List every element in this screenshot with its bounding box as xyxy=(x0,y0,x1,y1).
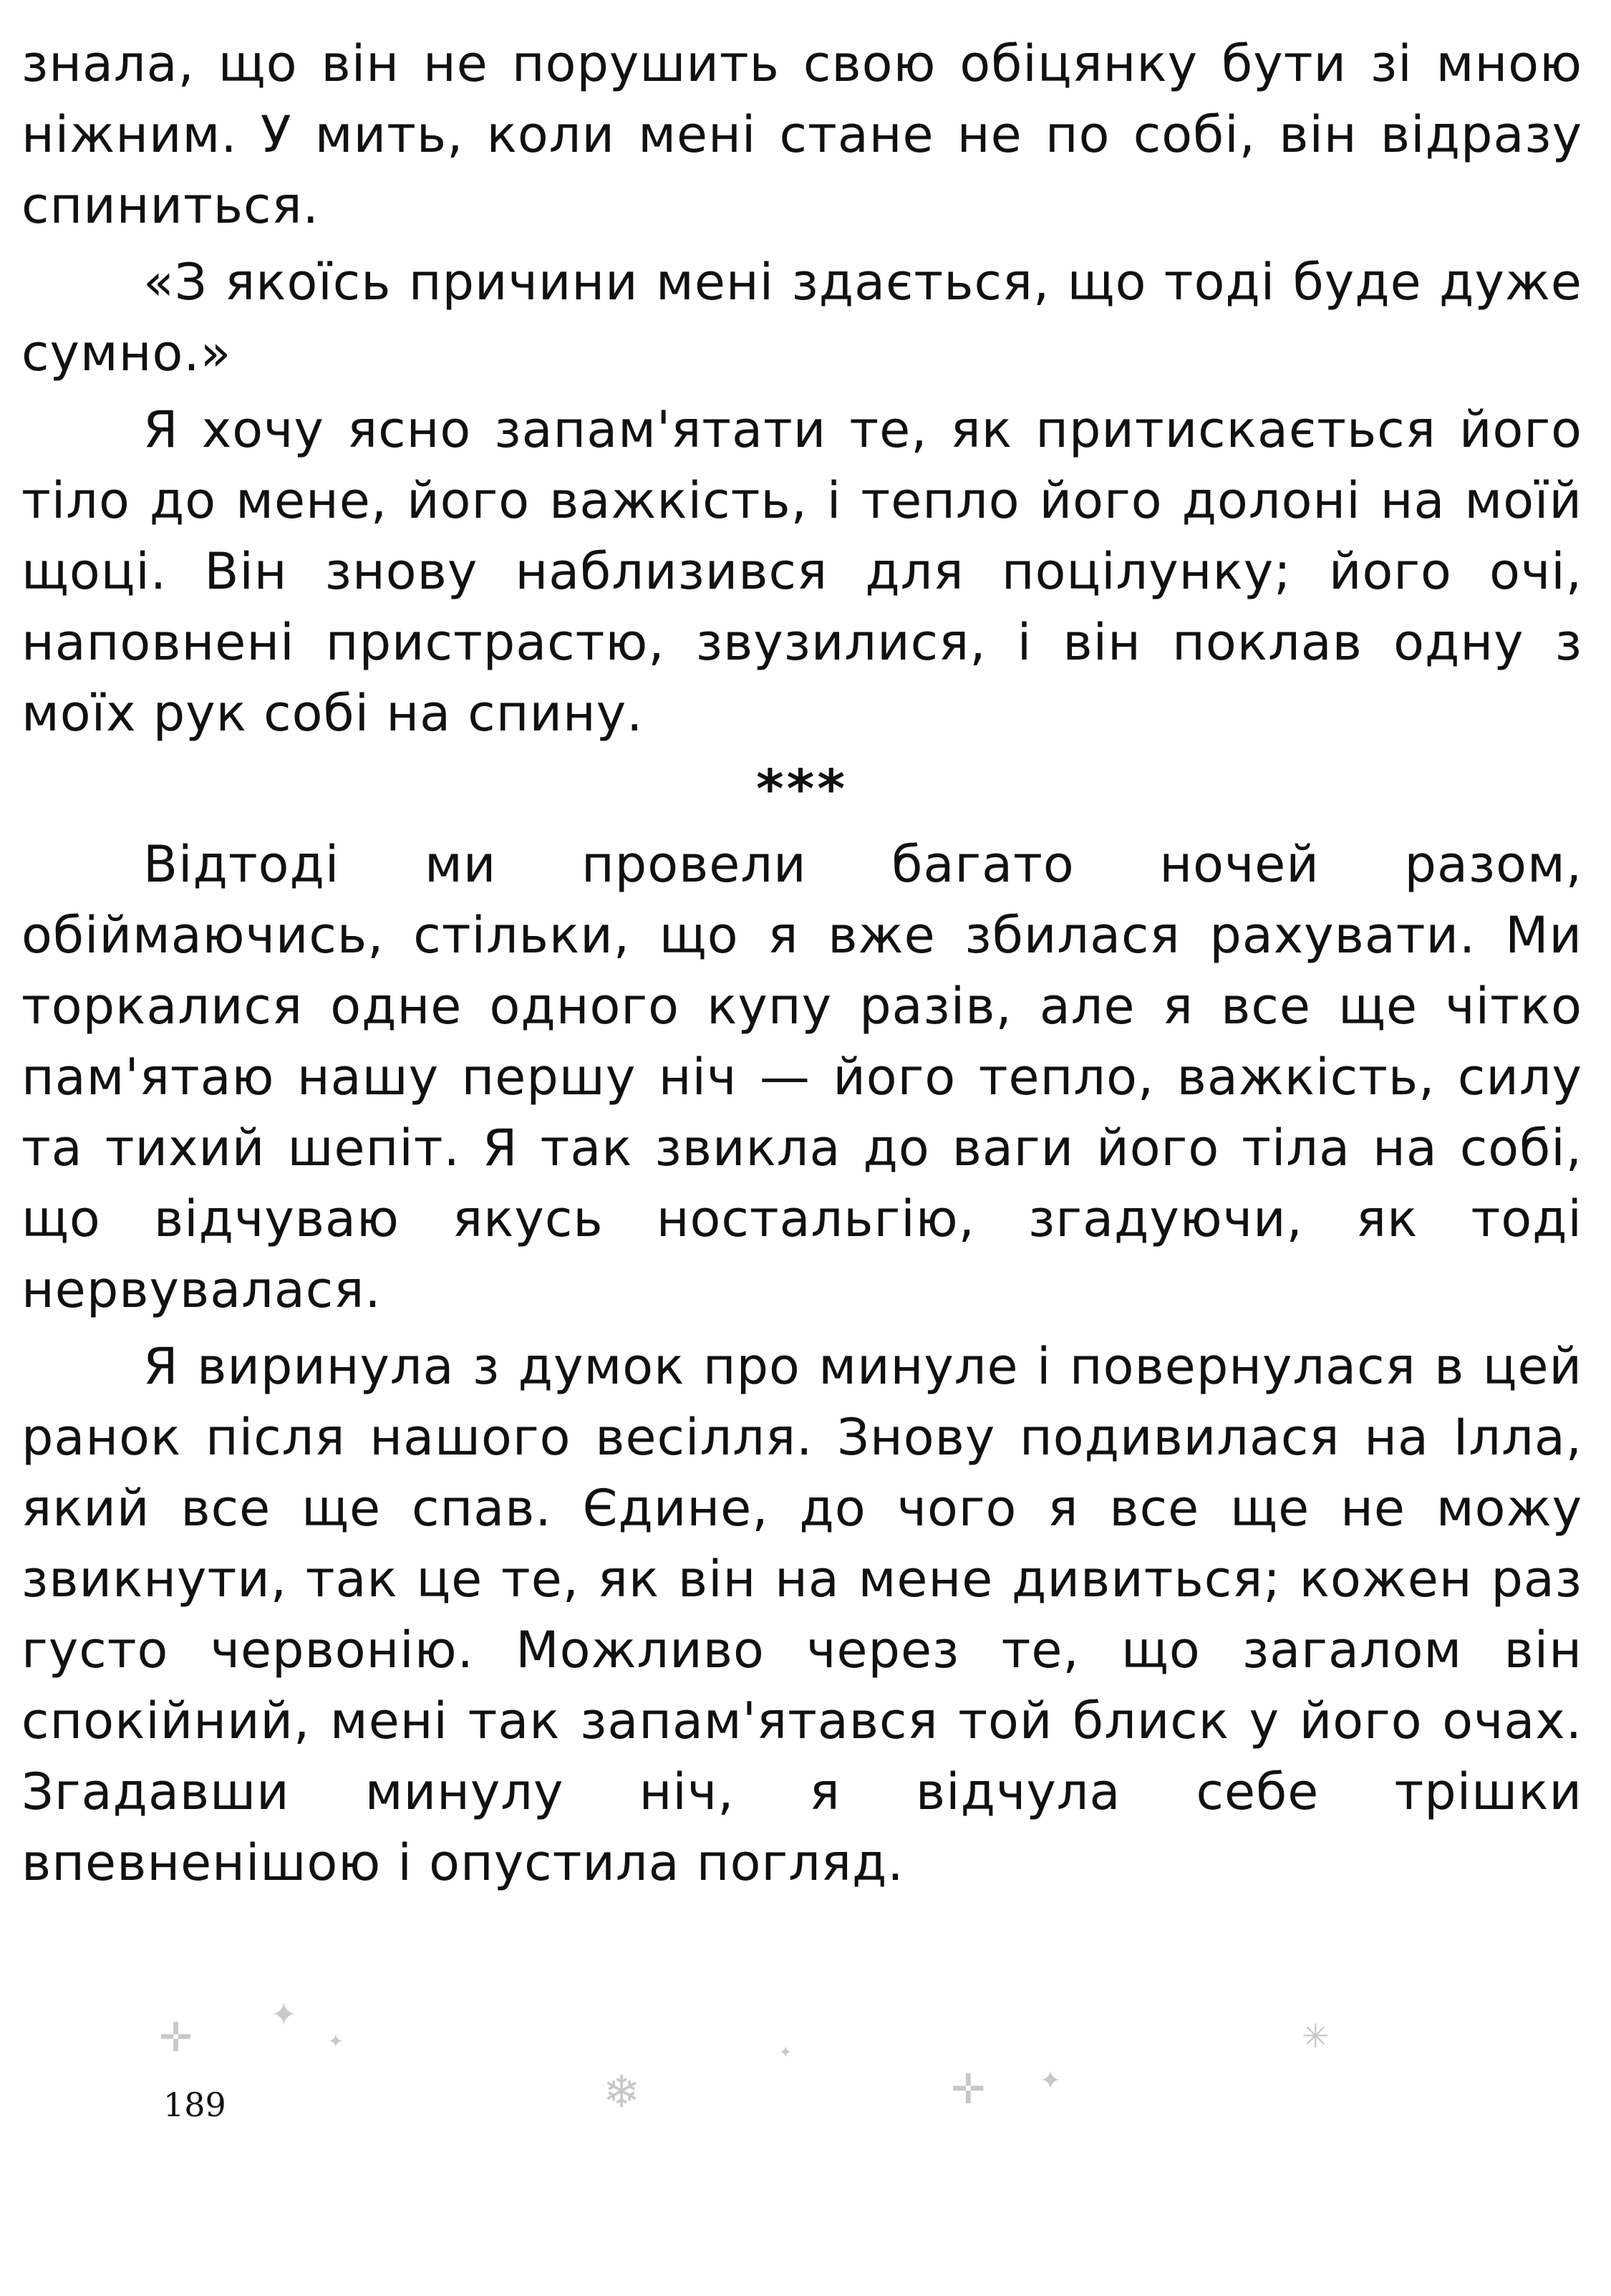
four-point-star-icon: ✦ xyxy=(779,2044,793,2062)
body-text xyxy=(21,29,1582,1904)
four-point-star-icon: ✦ xyxy=(1040,2066,1062,2095)
snowflake-icon: ❄ xyxy=(603,2065,640,2118)
asterisk-icon: ✳ xyxy=(1302,2017,1330,2055)
paragraph: Я хочу ясно запам'ятати те, як притискається його тіло до мене, його важкість, і тепло його долоні на моїй щоці. Він знову наблизився для поцілунку; його очі, наповнені пристрастю, звузилися, і він поклав одну з моїх рук собі на спину. xyxy=(21,400,1582,743)
sparkle-cross-icon: ✛ xyxy=(159,2015,193,2061)
four-point-star-icon: ✦ xyxy=(328,2031,344,2053)
four-point-star-icon: ✦ xyxy=(271,1997,297,2033)
paragraph: Відтоді ми провели багато ночей разом, обіймаючись, стільки, що я вже збилася рахувати. Ми торкалися одне одного купу разів, але я все ще чітко пам'ятаю нашу першу ніч — його тепло, важкість, силу та тихий шепіт. Я так звикла до ваги його тіла на собі, що відчуваю якусь ностальгію, згадуючи, як тоді нервувалася. xyxy=(21,835,1582,1319)
sparkle-cross-icon: ✛ xyxy=(951,2065,986,2113)
section-separator: *** xyxy=(755,758,848,820)
paragraph-quote: «З якоїсь причини мені здається, що тоді буде дуже сумно.» xyxy=(21,253,1582,382)
page-number: 189 xyxy=(163,2085,226,2124)
paragraph-continued: знала, що він не порушить свою обіцянку бути зі мною ніжним. У мить, коли мені стане не по собі, він відразу спиниться. xyxy=(21,34,1582,235)
paragraph: Я виринула з думок про минуле і повернулася в цей ранок після нашого весілля. Знову подивилася на Ілла, який все ще спав. Єдине, до чого я все ще не можу звикнути, так це те, як він на мене дивиться; кожен раз густо червонію. Можливо через те, що загалом він спокійний, мені так запам'ятався той блиск у його очах. Згадавши минулу ніч, я відчула себе трішки впевненішою і опустила погляд. xyxy=(21,1337,1582,1892)
